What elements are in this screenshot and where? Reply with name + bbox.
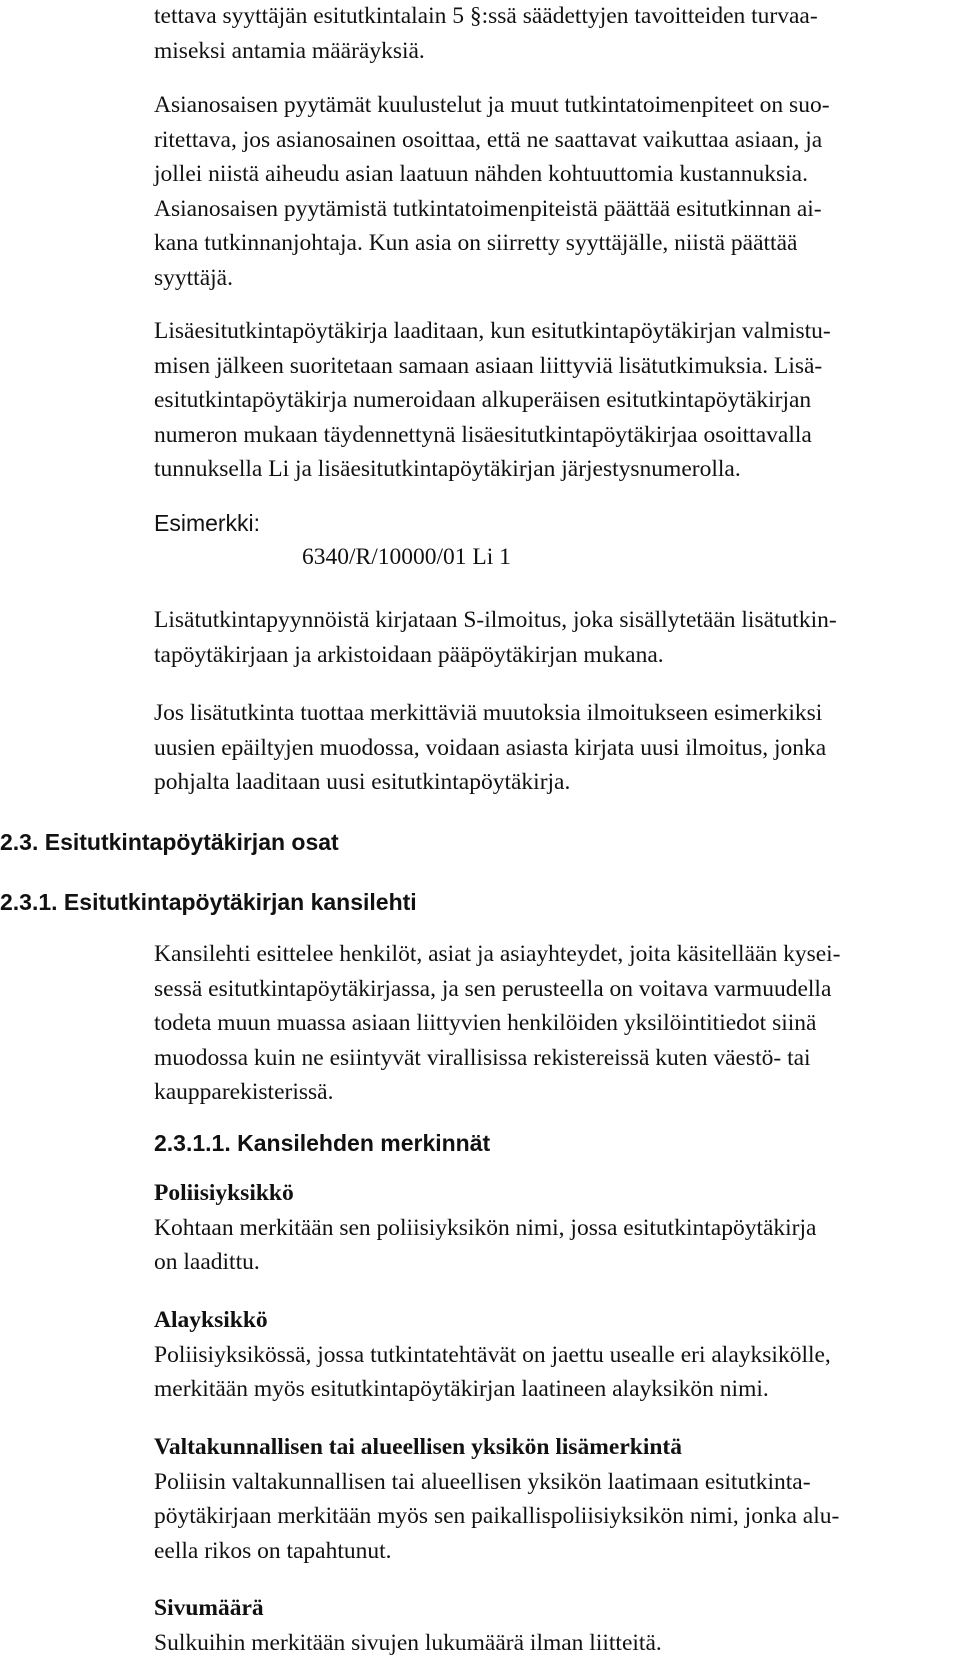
text-line: Lisätutkintapyynnöistä kirjataan S-ilmoitus, joka sisällytetään lisätutkin- xyxy=(154,603,949,638)
request-notice-paragraph xyxy=(154,603,949,672)
text-line: Lisäesitutkintapöytäkirja laaditaan, kun esitutkintapöytäkirjan valmistu- xyxy=(154,314,949,349)
text-line: eella rikos on tapahtunut. xyxy=(154,1534,949,1569)
section-heading-2-3-1: 2.3.1. Esitutkintapöytäkirjan kansilehti xyxy=(0,887,417,917)
text-line: tunnuksella Li ja lisäesitutkintapöytäkirjan järjestysnumerolla. xyxy=(154,452,949,487)
text-line: todeta muun muassa asiaan liittyvien henkilöiden yksilöintitiedot siinä xyxy=(154,1006,949,1041)
significant-changes-paragraph xyxy=(154,696,949,800)
field-title: Poliisiyksikkö xyxy=(154,1176,949,1211)
text-line: miseksi antamia määräyksiä. xyxy=(154,34,949,69)
text-line: syyttäjä. xyxy=(154,261,949,296)
text-line: Jos lisätutkinta tuottaa merkittäviä muutoksia ilmoitukseen esimerkiksi xyxy=(154,696,949,731)
text-line: Poliisin valtakunnallisen tai alueellisen yksikön laatimaan esitutkinta- xyxy=(154,1465,949,1500)
text-line: Sulkuihin merkitään sivujen lukumäärä ilman liitteitä. xyxy=(154,1626,949,1660)
requested-measures-paragraph xyxy=(154,88,949,295)
cover-sheet-paragraph xyxy=(154,937,949,1110)
text-line: tettava syyttäjän esitutkintalain 5 §:ssä säädettyjen tavoitteiden turvaa- xyxy=(154,0,949,34)
text-line: pohjalta laaditaan uusi esitutkintapöytäkirja. xyxy=(154,765,949,800)
field-title: Sivumäärä xyxy=(154,1591,949,1626)
text-line: on laadittu. xyxy=(154,1245,949,1280)
supplementary-protocol-paragraph xyxy=(154,314,949,487)
field-national-unit-note xyxy=(154,1430,949,1568)
text-line: kana tutkinnanjohtaja. Kun asia on siirretty syyttäjälle, niistä päättää xyxy=(154,226,949,261)
text-line: tapöytäkirjaan ja arkistoidaan pääpöytäkirjan mukana. xyxy=(154,638,949,673)
text-line: numeron mukaan täydennettynä lisäesitutkintapöytäkirjaa osoittavalla xyxy=(154,418,949,453)
text-line: merkitään myös esitutkintapöytäkirjan laatineen alayksikön nimi. xyxy=(154,1372,949,1407)
text-line: uusien epäiltyjen muodossa, voidaan asiasta kirjata uusi ilmoitus, jonka xyxy=(154,731,949,766)
text-line: pöytäkirjaan merkitään myös sen paikallispoliisiyksikön nimi, jonka alu- xyxy=(154,1499,949,1534)
text-line: Kansilehti esittelee henkilöt, asiat ja asiayhteydet, joita käsitellään kysei- xyxy=(154,937,949,972)
section-heading-2-3-1-1: 2.3.1.1. Kansilehden merkinnät xyxy=(154,1128,490,1158)
field-title: Valtakunnallisen tai alueellisen yksikön lisämerkintä xyxy=(154,1430,949,1465)
example-value: 6340/R/10000/01 Li 1 xyxy=(302,542,511,572)
intro-paragraph xyxy=(154,0,949,68)
text-line: Poliisiyksikössä, jossa tutkintatehtävät on jaettu usealle eri alayksikölle, xyxy=(154,1338,949,1373)
text-line: jollei niistä aiheudu asian laatuun nähden kohtuuttomia kustannuksia. xyxy=(154,157,949,192)
field-poliisiyksikko xyxy=(154,1176,949,1280)
text-line: misen jälkeen suoritetaan samaan asiaan liittyviä lisätutkimuksia. Lisä- xyxy=(154,349,949,384)
field-alayksikko xyxy=(154,1303,949,1407)
text-line: esitutkintapöytäkirja numeroidaan alkuperäisen esitutkintapöytäkirjan xyxy=(154,383,949,418)
text-line: ritettava, jos asianosainen osoittaa, että ne saattavat vaikuttaa asiaan, ja xyxy=(154,123,949,158)
text-line: Asianosaisen pyytämistä tutkintatoimenpiteistä päättää esitutkinnan ai- xyxy=(154,192,949,227)
example-label: Esimerkki: xyxy=(154,508,260,538)
section-heading-2-3: 2.3. Esitutkintapöytäkirjan osat xyxy=(0,827,339,857)
text-line: Kohtaan merkitään sen poliisiyksikön nimi, jossa esitutkintapöytäkirja xyxy=(154,1211,949,1246)
field-title: Alayksikkö xyxy=(154,1303,949,1338)
text-line: sessä esitutkintapöytäkirjassa, ja sen perusteella on voitava varmuudella xyxy=(154,972,949,1007)
text-line: kaupparekisterissä. xyxy=(154,1075,949,1110)
text-line: muodossa kuin ne esiintyvät virallisissa rekistereissä kuten väestö- tai xyxy=(154,1041,949,1076)
text-line: Asianosaisen pyytämät kuulustelut ja muut tutkintatoimenpiteet on suo- xyxy=(154,88,949,123)
